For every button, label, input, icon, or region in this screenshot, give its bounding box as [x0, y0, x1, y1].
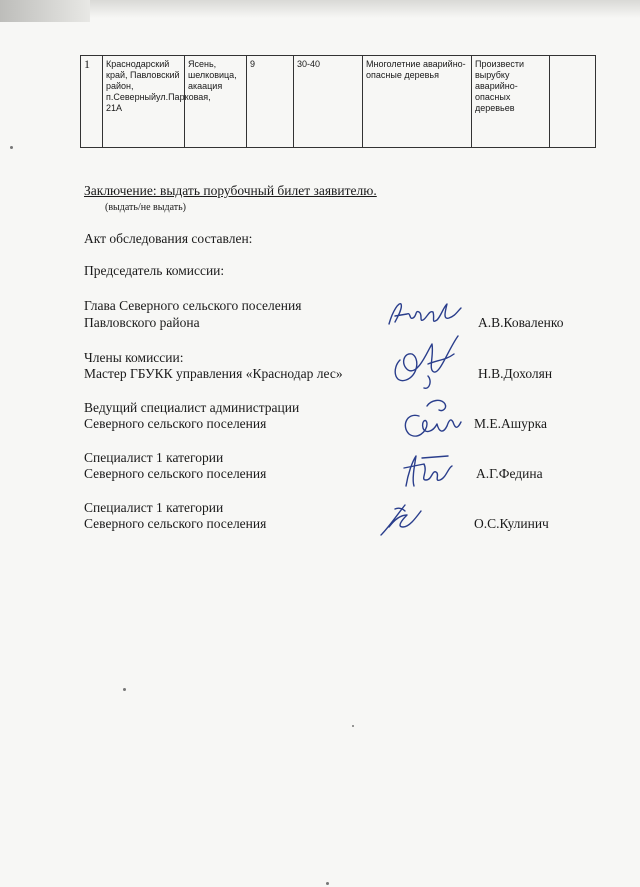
signature-head: [385, 296, 465, 332]
cell-extra: [550, 56, 596, 148]
member-4-position-line1: Специалист 1 категории: [84, 500, 224, 515]
table-row: [81, 56, 596, 148]
member-3-name: А.Г.Федина: [476, 466, 543, 481]
scan-speck: [326, 882, 329, 885]
head-position-line1: Глава Северного сельского поселения: [84, 298, 302, 313]
signature-member-1: [388, 330, 468, 392]
head-name: А.В.Коваленко: [478, 315, 564, 330]
member-3-position-line1: Специалист 1 категории: [84, 450, 224, 465]
cell-address: Краснодарский край, Павловский район, п.Северныйул.Парковая, 21А: [103, 56, 185, 148]
scan-top-edge: [0, 0, 640, 18]
conclusion-hint: (выдать/не выдать): [105, 202, 187, 213]
member-2-position-line2: Северного сельского поселения: [84, 416, 267, 431]
cell-species: Ясень, шелковица, акаация: [185, 56, 247, 148]
scan-speck: [352, 725, 354, 727]
member-1-name: Н.В.Дохолян: [478, 366, 553, 381]
act-composed-label: Акт обследования составлен:: [84, 231, 253, 246]
scan-speck: [123, 688, 126, 691]
conclusion-text: Заключение: выдать порубочный билет заявителю.: [84, 183, 377, 198]
head-position-line2: Павловского района: [84, 315, 200, 330]
members-label: Члены комиссии:: [84, 350, 184, 365]
cell-age: 30-40: [294, 56, 363, 148]
cell-count: 9: [247, 56, 294, 148]
cell-condition: Многолетние аварийно-опасные деревья: [363, 56, 472, 148]
signature-member-3: [398, 450, 458, 492]
scan-speck: [10, 146, 13, 149]
member-1-position: Мастер ГБУКК управления «Краснодар лес»: [84, 366, 343, 381]
cell-action: Произвести вырубку аварийно-опасных деревьев: [472, 56, 550, 148]
survey-table: [80, 55, 596, 148]
member-4-name: О.С.Кулинич: [474, 516, 549, 531]
member-3-position-line2: Северного сельского поселения: [84, 466, 267, 481]
signature-member-4: [375, 497, 427, 539]
member-2-position-line1: Ведущий специалист администрации: [84, 400, 300, 415]
member-4-position-line2: Северного сельского поселения: [84, 516, 267, 531]
chairman-label: Председатель комиссии:: [84, 263, 225, 278]
member-2-name: М.Е.Ашурка: [474, 416, 547, 431]
signature-member-2: [397, 392, 467, 442]
cell-number: 1: [81, 56, 103, 148]
